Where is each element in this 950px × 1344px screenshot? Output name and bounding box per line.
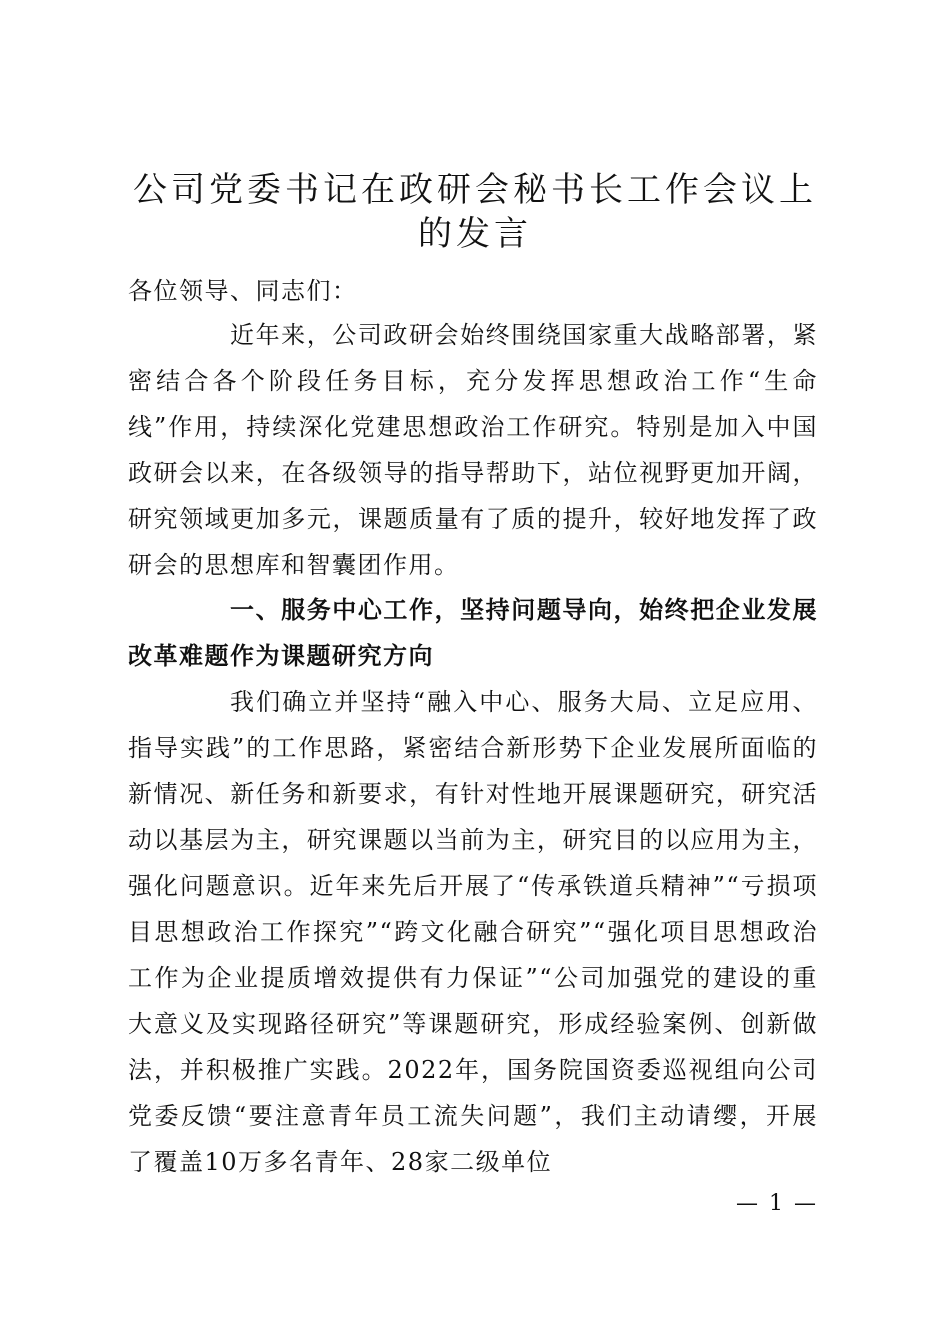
intro-paragraph: 近年来，公司政研会始终围绕国家重大战略部署，紧密结合各个阶段任务目标，充分发挥思想政治工作“生命线”作用，持续深化党建思想政治工作研究。特别是加入中国政研会以来，在各级领导的指导帮助下，站位视野更加开阔，研究领域更加多元，课题质量有了质的提升，较好地发挥了政研会的思想库和智囊团作用。 [128, 321, 818, 579]
salutation: 各位领导、同志们： [128, 277, 358, 305]
section-heading: 一、服务中心工作，坚持问题导向，始终把企业发展改革难题作为课题研究方向 [128, 596, 818, 670]
document-title: 公司党委书记在政研会秘书长工作会议上的发言 [133, 170, 817, 254]
page-number: — 1 — [736, 1191, 818, 1216]
section-paragraph: 我们确立并坚持“融入中心、服务大局、立足应用、指导实践”的工作思路，紧密结合新形势下企业发展所面临的新情况、新任务和新要求，有针对性地开展课题研究，研究活动以基层为主，研究课题以当前为主，研究目的以应用为主，强化问题意识。近年来先后开展了“传承铁道兵精神”“亏损项目思想政治工作探究”“跨文化融合研究”“强化项目思想政治工作为企业提质增效提供有力保证”“公司加强党的建设的重大意义及实现路径研究”等课题研究，形成经验案例、创新做法，并积极推广实践。2022年，国务院国资委巡视组向公司党委反馈“要注意青年员工流失问题”，我们主动请缨，开展了覆盖10万多名青年、28家二级单位 [128, 688, 818, 1176]
